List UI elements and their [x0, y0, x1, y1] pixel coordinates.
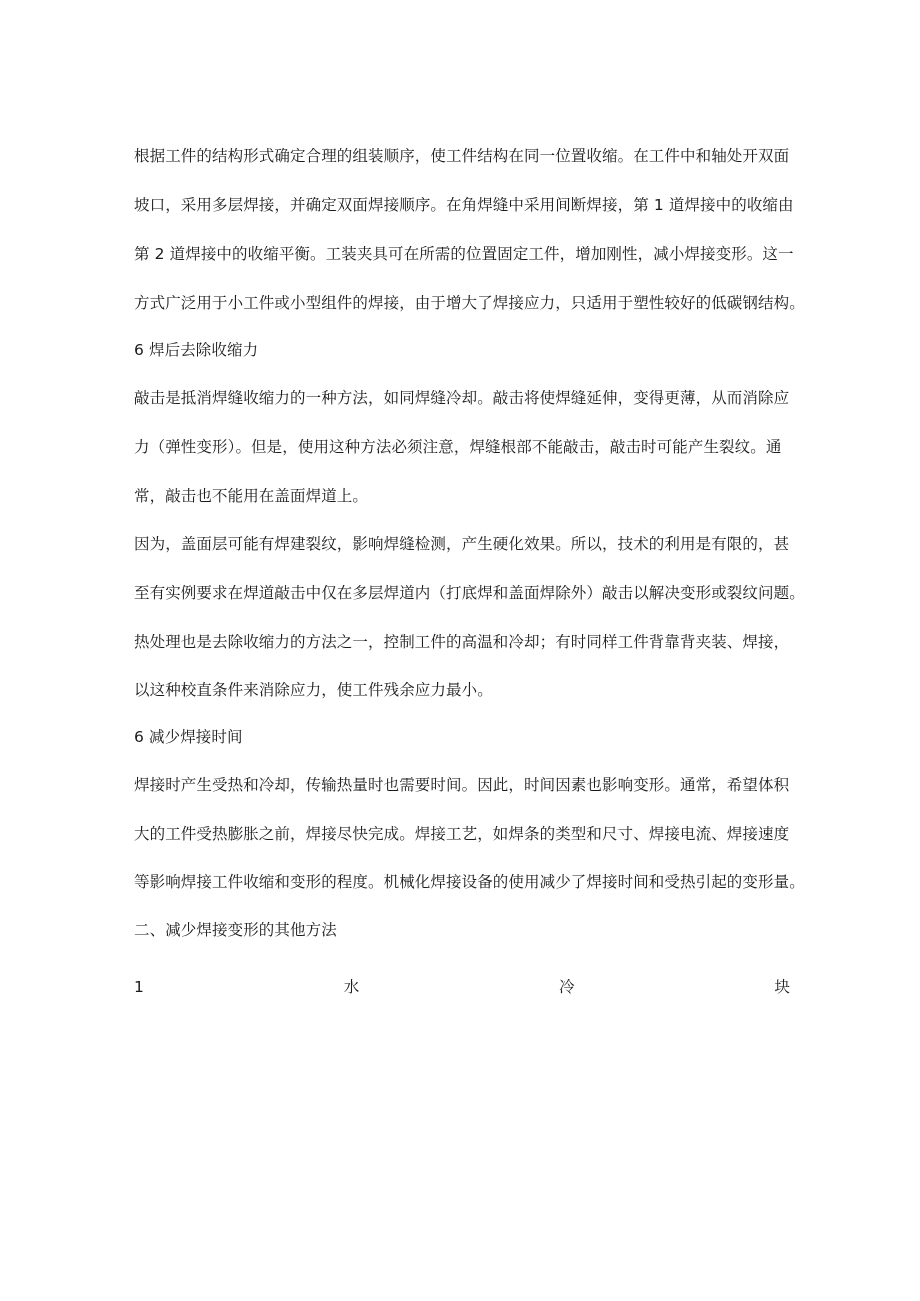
paragraph-line-13: 大的工件受热膨胀之前，焊接尽快完成。焊接工艺，如焊条的类型和尺寸、焊接电流、焊接速度 [134, 825, 790, 843]
paragraph-line-2: 坡口，采用多层焊接，并确定双面焊接顺序。在角焊缝中采用间断焊接，第 1 道焊接中的收缩由 [134, 196, 794, 214]
paragraph-line-7: 常，敲击也不能用在盖面焊道上。 [134, 487, 369, 505]
section-heading-post-weld: 6 焊后去除收缩力 [134, 341, 259, 359]
paragraph-line-9: 至有实例要求在焊道敲击中仅在多层焊道内（打底焊和盖面焊除外）敲击以解决变形或裂纹问题。 [134, 584, 805, 602]
paragraph-line-3: 第 2 道焊接中的收缩平衡。工装夹具可在所需的位置固定工件，增加刚性，减小焊接变形。这一 [134, 245, 794, 263]
paragraph-line-14: 等影响焊接工件收缩和变形的程度。机械化焊接设备的使用减少了焊接时间和受热引起的变形量。 [134, 873, 805, 891]
justified-heading-water-cooling-block [134, 977, 790, 997]
paragraph-line-8: 因为，盖面层可能有焊建裂纹，影响焊缝检测，产生硬化效果。所以，技术的利用是有限的，甚 [134, 535, 790, 553]
paragraph-line-1: 根据工件的结构形式确定合理的组装顺序，使工件结构在同一位置收缩。在工件中和轴处开双面 [134, 147, 790, 165]
section-heading-weld-time: 6 减少焊接时间 [134, 728, 243, 746]
spread-char-3: 冷 [559, 978, 575, 996]
section-heading-other-methods: 二、减少焊接变形的其他方法 [134, 921, 337, 939]
spread-char-1: 1 [134, 978, 144, 996]
spread-char-4: 块 [774, 978, 790, 996]
paragraph-line-10: 热处理也是去除收缩力的方法之一，控制工件的高温和冷却；有时同样工件背靠背夹装、焊接， [134, 633, 790, 651]
paragraph-line-12: 焊接时产生受热和冷却，传输热量时也需要时间。因此，时间因素也影响变形。通常，希望体积 [134, 776, 790, 794]
paragraph-line-6: 力（弹性变形）。但是，使用这种方法必须注意，焊缝根部不能敲击，敲击时可能产生裂纹。通 [134, 438, 782, 456]
paragraph-line-4: 方式广泛用于小工件或小型组件的焊接，由于增大了焊接应力，只适用于塑性较好的低碳钢结构。 [134, 294, 805, 312]
paragraph-line-5: 敲击是抵消焊缝收缩力的一种方法，如同焊缝冷却。敲击将使焊缝延伸，变得更薄，从而消除应 [134, 389, 790, 407]
paragraph-line-11: 以这种校直条件来消除应力，使工件残余应力最小。 [134, 681, 493, 699]
spread-char-2: 水 [343, 978, 360, 996]
